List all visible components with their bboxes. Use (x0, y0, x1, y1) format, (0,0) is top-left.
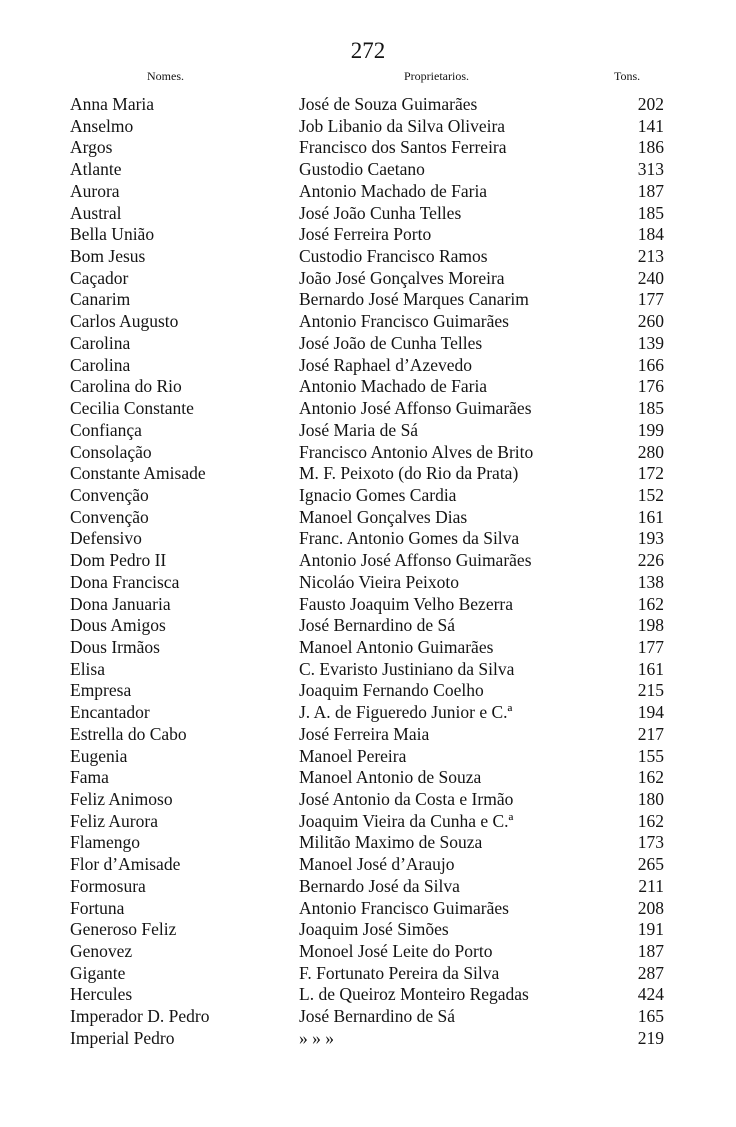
owner-name: Antonio Machado de Faria (299, 376, 488, 397)
ship-name: Austral (70, 202, 122, 223)
tonnage: 287 (637, 962, 664, 983)
owner-name: C. Evaristo Justiniano da Silva (299, 658, 515, 679)
tonnage: 187 (637, 941, 664, 962)
tonnage: 213 (637, 246, 664, 267)
tonnage: 191 (637, 919, 664, 940)
owner-name: Manoel José d’Araujo (299, 854, 455, 875)
tonnage: 162 (637, 593, 664, 614)
owner-name: Joaquim José Simões (299, 919, 449, 940)
ship-name: Encantador (70, 702, 150, 723)
table-row (0, 680, 736, 702)
tonnage: 180 (637, 789, 664, 809)
owner-name: Francisco dos Santos Ferreira (299, 137, 507, 158)
table-row (0, 203, 736, 225)
ship-list (0, 94, 736, 1050)
owner-name: Antonio Machado de Faria (299, 180, 488, 201)
ship-name: Bella União (70, 224, 155, 245)
owner-name: Fausto Joaquim Velho Bezerra (299, 593, 514, 614)
table-row (0, 246, 736, 268)
table-row (0, 507, 736, 529)
ship-name: Carlos Augusto (70, 311, 179, 332)
ship-name: Constante Amisade (70, 463, 206, 484)
owner-name: Manoel Pereira (299, 745, 407, 766)
table-row (0, 376, 736, 398)
table-row (0, 311, 736, 333)
ship-name: Imperador D. Pedro (70, 1006, 210, 1027)
owner-name: L. de Queiroz Monteiro Regadas (299, 984, 529, 1005)
owner-name: Antonio José Affonso Guimarães (299, 550, 532, 571)
owner-name: Joaquim Vieira da Cunha e C.ª (299, 810, 514, 831)
header-owners: Proprietarios. (404, 69, 469, 83)
tonnage: 177 (637, 289, 664, 310)
table-row (0, 594, 736, 616)
tonnage: 141 (637, 115, 664, 136)
owner-name: F. Fortunato Pereira da Silva (299, 962, 500, 983)
ship-name: Anna Maria (70, 94, 155, 114)
table-row (0, 442, 736, 464)
tonnage: 172 (637, 463, 664, 484)
ship-name: Empresa (70, 680, 132, 701)
ship-name: Estrella do Cabo (70, 723, 187, 744)
tonnage: 176 (637, 376, 664, 397)
owner-name: Antonio Francisco Guimarães (299, 311, 509, 332)
ship-name: Flamengo (70, 832, 140, 853)
table-row (0, 181, 736, 203)
owner-name: M. F. Peixoto (do Rio da Prata) (299, 463, 519, 484)
tonnage: 152 (637, 484, 664, 505)
owner-name: José Ferreira Porto (299, 224, 432, 245)
ship-name: Carolina (70, 354, 131, 375)
owner-name: Manoel Antonio de Souza (299, 767, 482, 788)
owner-name: José Maria de Sá (299, 419, 419, 440)
owner-name: José João Cunha Telles (299, 202, 462, 223)
owner-name: Manoel Gonçalves Dias (299, 506, 468, 527)
table-row (0, 485, 736, 507)
tonnage: 161 (637, 658, 664, 679)
table-row (0, 746, 736, 768)
ship-name: Bom Jesus (70, 246, 146, 267)
tonnage: 177 (637, 636, 664, 657)
table-row (0, 767, 736, 789)
owner-name: José Antonio da Costa e Irmão (299, 789, 514, 809)
ship-name: Dom Pedro II (70, 550, 167, 571)
table-row (0, 963, 736, 985)
table-row (0, 811, 736, 833)
tonnage: 199 (637, 419, 664, 440)
ship-name: Formosura (70, 875, 146, 896)
header-tons: Tons. (614, 69, 641, 83)
tonnage: 260 (637, 311, 664, 332)
table-row (0, 898, 736, 920)
tonnage: 165 (637, 1006, 664, 1027)
tonnage: 162 (637, 767, 664, 788)
table-row (0, 528, 736, 550)
tonnage: 240 (637, 267, 664, 288)
table-row (0, 919, 736, 941)
ship-name: Convenção (70, 506, 149, 527)
tonnage: 202 (637, 94, 664, 114)
table-row (0, 289, 736, 311)
owner-name: Bernardo José da Silva (299, 875, 460, 896)
tonnage: 424 (637, 984, 664, 1005)
table-row (0, 420, 736, 442)
owner-name: Monoel José Leite do Porto (299, 941, 493, 962)
ship-name: Imperial Pedro (70, 1027, 175, 1048)
owner-name: Manoel Antonio Guimarães (299, 636, 494, 657)
tonnage: 208 (637, 897, 664, 918)
table-row (0, 702, 736, 724)
ship-name: Gigante (70, 962, 126, 983)
ship-name: Consolação (70, 441, 152, 462)
owner-name: Militão Maximo de Souza (299, 832, 483, 853)
table-row (0, 398, 736, 420)
table-row (0, 1028, 736, 1050)
tonnage: 193 (637, 528, 664, 549)
ship-name: Atlante (70, 159, 122, 180)
tonnage: 187 (637, 180, 664, 201)
ship-name: Caçador (70, 267, 129, 288)
table-row (0, 789, 736, 811)
header-names: Nomes. (147, 69, 184, 83)
owner-name: J. A. de Figueredo Junior e C.ª (299, 702, 513, 723)
table-row (0, 333, 736, 355)
owner-name: Antonio Francisco Guimarães (299, 897, 509, 918)
owner-name: Francisco Antonio Alves de Brito (299, 441, 534, 462)
ship-name: Carolina (70, 332, 131, 353)
table-row (0, 224, 736, 246)
table-row (0, 355, 736, 377)
owner-name: José João de Cunha Telles (299, 332, 483, 353)
owner-name: » » » (299, 1027, 334, 1048)
table-row (0, 659, 736, 681)
tonnage: 198 (637, 615, 664, 636)
table-row (0, 463, 736, 485)
tonnage: 313 (637, 159, 664, 180)
tonnage: 166 (637, 354, 664, 375)
ship-name: Defensivo (70, 528, 142, 549)
ship-name: Generoso Feliz (70, 919, 177, 940)
ship-name: Convenção (70, 484, 149, 505)
tonnage: 161 (637, 506, 664, 527)
tonnage: 219 (637, 1027, 664, 1048)
table-row (0, 637, 736, 659)
table-row (0, 724, 736, 746)
owner-name: Bernardo José Marques Canarim (299, 289, 529, 310)
ship-name: Argos (70, 137, 113, 158)
table-row (0, 94, 736, 116)
ship-name: Eugenia (70, 745, 128, 766)
owner-name: José Bernardino de Sá (299, 615, 456, 636)
ship-name: Carolina do Rio (70, 376, 182, 397)
owner-name: Franc. Antonio Gomes da Silva (299, 528, 520, 549)
page-number: 272 (350, 38, 386, 63)
table-row (0, 1006, 736, 1028)
ship-name: Fama (70, 767, 109, 788)
tonnage: 139 (637, 332, 664, 353)
tonnage: 211 (638, 875, 664, 896)
tonnage: 280 (637, 441, 664, 462)
owner-name: Nicoláo Vieira Peixoto (299, 571, 459, 592)
tonnage: 185 (637, 398, 664, 419)
ship-name: Dona Januaria (70, 593, 171, 614)
tonnage: 185 (637, 202, 664, 223)
ship-name: Aurora (70, 180, 120, 201)
ship-name: Hercules (70, 984, 133, 1005)
owner-name: Ignacio Gomes Cardia (299, 484, 457, 505)
owner-name: Joaquim Fernando Coelho (299, 680, 484, 701)
tonnage: 173 (637, 832, 664, 853)
tonnage: 217 (637, 723, 664, 744)
table-row (0, 159, 736, 181)
ship-name: Confiança (70, 419, 142, 440)
owner-name: Gustodio Caetano (299, 159, 425, 180)
tonnage: 215 (637, 680, 664, 701)
owner-name: José Ferreira Maia (299, 723, 430, 744)
tonnage: 194 (637, 702, 664, 723)
owner-name: Job Libanio da Silva Oliveira (299, 115, 506, 136)
table-row (0, 268, 736, 290)
ship-name: Canarim (70, 289, 131, 310)
table-row (0, 876, 736, 898)
tonnage: 162 (637, 810, 664, 831)
ship-name: Elisa (70, 658, 105, 679)
ship-name: Fortuna (70, 897, 125, 918)
ship-name: Genovez (70, 941, 133, 962)
table-row (0, 572, 736, 594)
owner-name: José Bernardino de Sá (299, 1006, 456, 1027)
owner-name: José Raphael d’Azevedo (299, 354, 472, 375)
ship-name: Anselmo (70, 115, 134, 136)
table-row (0, 854, 736, 876)
tonnage: 155 (637, 745, 664, 766)
ship-name: Flor d’Amisade (70, 854, 181, 875)
table-row (0, 137, 736, 159)
tonnage: 226 (637, 550, 664, 571)
table-row (0, 116, 736, 138)
ship-name: Feliz Aurora (70, 810, 158, 831)
table-row (0, 550, 736, 572)
tonnage: 265 (637, 854, 664, 875)
owner-name: Antonio José Affonso Guimarães (299, 398, 532, 419)
ship-name: Feliz Animoso (70, 789, 173, 809)
tonnage: 184 (637, 224, 664, 245)
tonnage: 138 (637, 571, 664, 592)
ship-name: Dous Amigos (70, 615, 166, 636)
table-row (0, 984, 736, 1006)
owner-name: José de Souza Guimarães (299, 94, 478, 114)
tonnage: 186 (637, 137, 664, 158)
table-row (0, 832, 736, 854)
table-row (0, 941, 736, 963)
owner-name: João José Gonçalves Moreira (299, 267, 505, 288)
table-row (0, 615, 736, 637)
ship-name: Dous Irmãos (70, 636, 160, 657)
ship-name: Dona Francisca (70, 571, 180, 592)
owner-name: Custodio Francisco Ramos (299, 246, 488, 267)
ship-name: Cecilia Constante (70, 398, 194, 419)
